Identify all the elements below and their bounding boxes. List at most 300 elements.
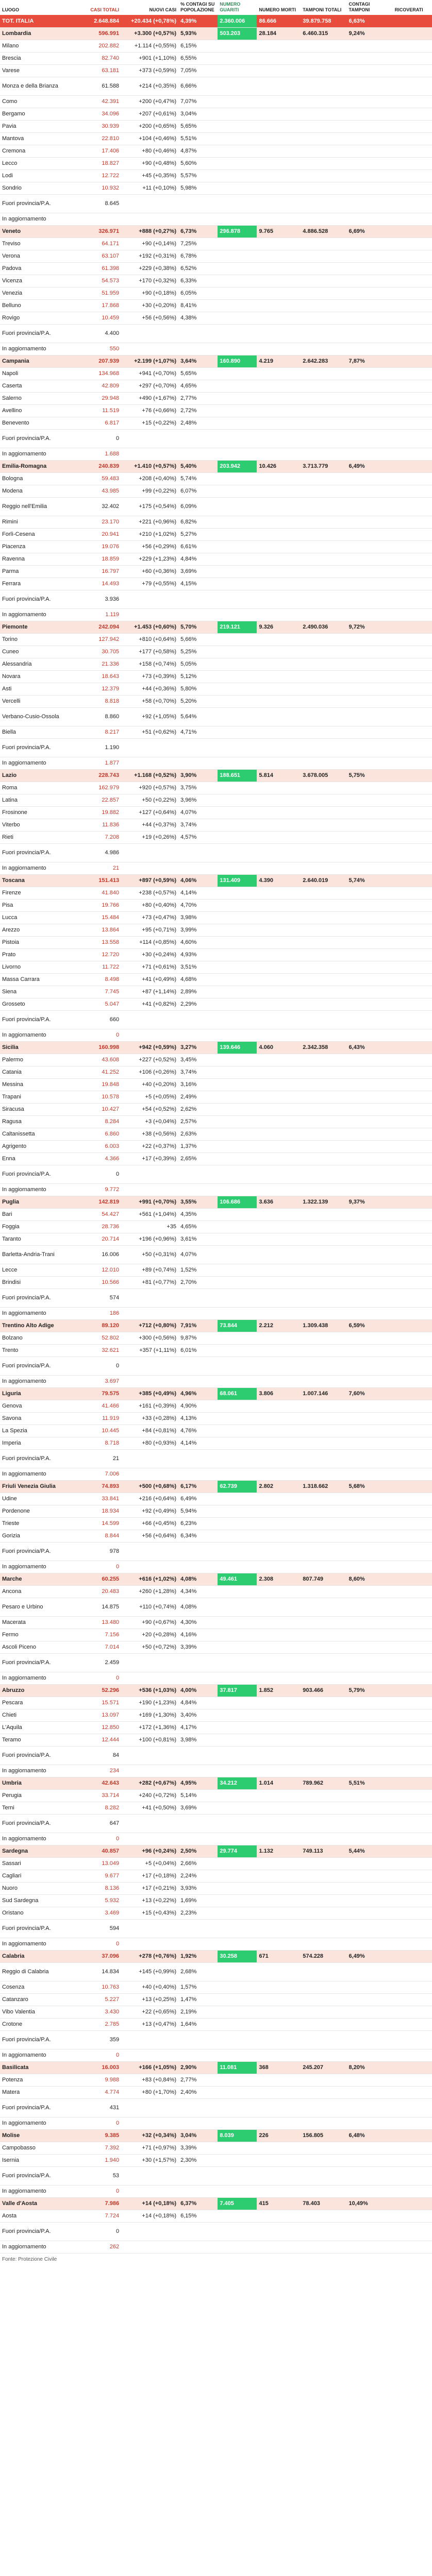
- cell-3: 7,05%: [178, 64, 218, 77]
- table-row: [0, 1412, 432, 1425]
- cell-0: Savona: [0, 1412, 71, 1425]
- cell-6: [301, 429, 346, 448]
- col-contagi-popolazione[interactable]: % CONTAGI SU POPOLAZIONE: [180, 2, 215, 12]
- table-row: [0, 707, 432, 726]
- cell-7: [347, 924, 393, 936]
- cell-5: [257, 312, 301, 324]
- table-row: [0, 2210, 432, 2222]
- cell-4: [218, 782, 257, 794]
- cell-5: [257, 448, 301, 460]
- table-row: [0, 1517, 432, 1530]
- cell-4: [218, 2142, 257, 2154]
- cell-0: Livorno: [0, 961, 71, 973]
- cell-8: [393, 1882, 432, 1894]
- cell-7: [347, 262, 393, 275]
- cell-2: +80 (+0,93%): [121, 1437, 178, 1449]
- cell-3: 6,73%: [178, 225, 218, 238]
- cell-5: [257, 738, 301, 757]
- cell-0: Reggio di Calabria: [0, 1962, 71, 1981]
- cell-4: [218, 819, 257, 831]
- cell-4: 296.878: [218, 225, 257, 238]
- region-row: [0, 1845, 432, 1857]
- cell-1: 5.047: [71, 998, 121, 1010]
- cell-2: +22 (+0,37%): [121, 1140, 178, 1153]
- cell-8: [393, 1449, 432, 1468]
- col-contagi-tamponi[interactable]: CONTAGI TAMPONI: [348, 2, 370, 12]
- cell-2: +172 (+1,36%): [121, 1721, 178, 1734]
- cell-8: [393, 726, 432, 738]
- cell-3: [178, 2098, 218, 2117]
- cell-7: 6,63%: [347, 15, 393, 27]
- col-morti[interactable]: NUMERO MORTI: [259, 7, 296, 12]
- cell-8: [393, 2197, 432, 2210]
- table-row: [0, 1542, 432, 1561]
- cell-7: [347, 2006, 393, 2018]
- cell-0: Sassari: [0, 1857, 71, 1870]
- cell-6: [301, 380, 346, 392]
- col-ricoverati[interactable]: RICOVERATI: [394, 7, 423, 12]
- cell-7: [347, 757, 393, 769]
- cell-0: Fuori provincia/P.A.: [0, 2166, 71, 2185]
- cell-1: 207.939: [71, 355, 121, 367]
- cell-5: [257, 1400, 301, 1412]
- cell-7: 9,24%: [347, 27, 393, 40]
- table-row: [0, 1449, 432, 1468]
- cell-0: Fuori provincia/P.A.: [0, 843, 71, 862]
- cell-3: 1,37%: [178, 1140, 218, 1153]
- cell-5: [257, 1307, 301, 1319]
- cell-7: [347, 578, 393, 590]
- cell-3: 4,76%: [178, 1425, 218, 1437]
- cell-8: [393, 1208, 432, 1221]
- header-row: [0, 0, 432, 15]
- cell-0: Viterbo: [0, 819, 71, 831]
- cell-2: [121, 1375, 178, 1387]
- cell-1: 186: [71, 1307, 121, 1319]
- cell-2: +51 (+0,62%): [121, 726, 178, 738]
- cell-7: [347, 1412, 393, 1425]
- cell-0: Fuori provincia/P.A.: [0, 1357, 71, 1375]
- cell-5: [257, 1221, 301, 1233]
- cell-8: [393, 194, 432, 213]
- cell-6: [301, 1598, 346, 1616]
- cell-4: 34.212: [218, 1777, 257, 1789]
- cell-2: +41 (+0,82%): [121, 998, 178, 1010]
- cell-4: [218, 924, 257, 936]
- table-row: [0, 120, 432, 132]
- cell-4: 160.890: [218, 355, 257, 367]
- table-row: [0, 2018, 432, 2030]
- cell-8: [393, 1233, 432, 1245]
- cell-4: 139.646: [218, 1041, 257, 1054]
- cell-0: Fuori provincia/P.A.: [0, 2098, 71, 2117]
- cell-1: 19.766: [71, 899, 121, 911]
- cell-8: [393, 1115, 432, 1128]
- cell-0: Lombardia: [0, 27, 71, 40]
- cell-6: 749.113: [301, 1845, 346, 1857]
- cell-6: 2.342.358: [301, 1041, 346, 1054]
- cell-1: 10.459: [71, 312, 121, 324]
- cell-0: Campania: [0, 355, 71, 367]
- cell-0: In aggiornamento: [0, 448, 71, 460]
- cell-5: [257, 2185, 301, 2197]
- cell-8: [393, 670, 432, 683]
- cell-8: [393, 862, 432, 874]
- cell-6: 1.322.139: [301, 1196, 346, 1208]
- cell-2: [121, 2030, 178, 2049]
- cell-5: [257, 324, 301, 343]
- cell-2: +3.300 (+0,57%): [121, 27, 178, 40]
- table-row: [0, 887, 432, 899]
- cell-7: [347, 120, 393, 132]
- cell-4: [218, 1981, 257, 1993]
- cell-3: 7,07%: [178, 95, 218, 108]
- cell-6: [301, 108, 346, 120]
- cell-5: [257, 608, 301, 621]
- cell-4: [218, 2098, 257, 2117]
- cell-2: +210 (+1,02%): [121, 528, 178, 540]
- cell-0: Catania: [0, 1066, 71, 1078]
- cell-3: 4,84%: [178, 1697, 218, 1709]
- cell-8: [393, 250, 432, 262]
- cell-4: [218, 1289, 257, 1307]
- cell-2: +90 (+0,48%): [121, 157, 178, 170]
- cell-8: [393, 1307, 432, 1319]
- table-row: [0, 1332, 432, 1344]
- cell-2: +84 (+0,81%): [121, 1425, 178, 1437]
- cell-7: [347, 1425, 393, 1437]
- cell-1: [71, 213, 121, 225]
- cell-8: [393, 213, 432, 225]
- cell-8: [393, 831, 432, 843]
- cell-3: 4,71%: [178, 726, 218, 738]
- cell-5: [257, 145, 301, 157]
- cell-7: [347, 948, 393, 961]
- cell-4: [218, 1598, 257, 1616]
- cell-2: +50 (+0,22%): [121, 794, 178, 806]
- table-row: [0, 1938, 432, 1950]
- cell-0: Imperia: [0, 1437, 71, 1449]
- cell-0: In aggiornamento: [0, 2049, 71, 2061]
- cell-0: Puglia: [0, 1196, 71, 1208]
- cell-7: [347, 973, 393, 986]
- cell-8: [393, 646, 432, 658]
- cell-7: [347, 275, 393, 287]
- cell-1: 19.848: [71, 1078, 121, 1091]
- cell-4: [218, 2030, 257, 2049]
- cell-4: [218, 1882, 257, 1894]
- table-row: [0, 1870, 432, 1882]
- cell-3: [178, 213, 218, 225]
- cell-4: [218, 1894, 257, 1907]
- cell-3: 6,49%: [178, 1493, 218, 1505]
- cell-3: 5,80%: [178, 683, 218, 695]
- cell-2: [121, 429, 178, 448]
- cell-3: 4,14%: [178, 887, 218, 899]
- cell-1: 1.940: [71, 2154, 121, 2166]
- table-row: [0, 170, 432, 182]
- cell-0: Cagliari: [0, 1870, 71, 1882]
- cell-7: [347, 565, 393, 578]
- cell-1: 13.049: [71, 1857, 121, 1870]
- cell-1: 10.763: [71, 1981, 121, 1993]
- cell-4: [218, 404, 257, 417]
- table-row: [0, 1857, 432, 1870]
- cell-8: [393, 1245, 432, 1264]
- cell-6: [301, 887, 346, 899]
- table-row: [0, 472, 432, 485]
- cell-5: [257, 528, 301, 540]
- cell-1: 42.643: [71, 1777, 121, 1789]
- cell-2: +207 (+0,61%): [121, 108, 178, 120]
- cell-7: [347, 1653, 393, 1672]
- col-tamponi[interactable]: TAMPONI TOTALI: [303, 7, 342, 12]
- cell-8: [393, 1505, 432, 1517]
- cell-7: [347, 986, 393, 998]
- cell-5: [257, 1468, 301, 1480]
- cell-3: 5,57%: [178, 170, 218, 182]
- cell-4: [218, 1357, 257, 1375]
- cell-5: [257, 1332, 301, 1344]
- cell-4: 68.061: [218, 1387, 257, 1400]
- cell-4: 73.844: [218, 1319, 257, 1332]
- cell-3: 2,89%: [178, 986, 218, 998]
- cell-4: [218, 590, 257, 608]
- cell-2: +941 (+0,70%): [121, 367, 178, 380]
- cell-4: 2.360.006: [218, 15, 257, 27]
- cell-3: 2,49%: [178, 1091, 218, 1103]
- cell-1: 262: [71, 2241, 121, 2253]
- cell-5: [257, 1103, 301, 1115]
- cell-4: [218, 1870, 257, 1882]
- cell-3: 5,14%: [178, 1789, 218, 1802]
- cell-8: [393, 27, 432, 40]
- cell-8: [393, 77, 432, 95]
- cell-5: [257, 1697, 301, 1709]
- cell-1: 15.571: [71, 1697, 121, 1709]
- cell-0: Biella: [0, 726, 71, 738]
- table-row: [0, 998, 432, 1010]
- cell-7: [347, 1814, 393, 1833]
- cell-4: [218, 429, 257, 448]
- cell-0: Caltanissetta: [0, 1128, 71, 1140]
- cell-8: [393, 1938, 432, 1950]
- table-row: [0, 1919, 432, 1938]
- col-luogo[interactable]: LUOGO: [2, 7, 19, 12]
- cell-1: 13.097: [71, 1709, 121, 1721]
- cell-7: [347, 1505, 393, 1517]
- table-row: [0, 590, 432, 608]
- cell-7: [347, 1437, 393, 1449]
- cell-0: Brindisi: [0, 1276, 71, 1289]
- cell-2: +192 (+0,31%): [121, 250, 178, 262]
- cell-5: [257, 2117, 301, 2129]
- table-row: [0, 1010, 432, 1029]
- cell-8: [393, 1894, 432, 1907]
- cell-8: [393, 1721, 432, 1734]
- cell-2: +100 (+0,81%): [121, 1734, 178, 1746]
- cell-1: 3.430: [71, 2006, 121, 2018]
- cell-2: +490 (+1,67%): [121, 392, 178, 404]
- region-row: [0, 1480, 432, 1493]
- region-row: [0, 355, 432, 367]
- cell-5: [257, 695, 301, 707]
- cell-5: [257, 1962, 301, 1981]
- cell-2: [121, 1449, 178, 1468]
- cell-3: [178, 1542, 218, 1561]
- table-row: [0, 553, 432, 565]
- cell-3: 8,41%: [178, 299, 218, 312]
- cell-8: [393, 15, 432, 27]
- cell-0: Pistoia: [0, 936, 71, 948]
- cell-1: 550: [71, 343, 121, 355]
- table-row: [0, 1585, 432, 1598]
- cell-4: [218, 1245, 257, 1264]
- cell-7: [347, 1598, 393, 1616]
- cell-0: Torino: [0, 633, 71, 646]
- col-guariti[interactable]: NUMERO GUARITI: [220, 2, 241, 12]
- cell-5: [257, 633, 301, 646]
- cell-0: Trento: [0, 1344, 71, 1357]
- cell-0: Foggia: [0, 1221, 71, 1233]
- cell-4: [218, 108, 257, 120]
- cell-3: [178, 862, 218, 874]
- cell-6: [301, 553, 346, 565]
- cell-0: Campobasso: [0, 2142, 71, 2154]
- table-row: [0, 1653, 432, 1672]
- cell-8: [393, 1480, 432, 1493]
- cell-5: 2.308: [257, 1573, 301, 1585]
- cell-5: 1.852: [257, 1684, 301, 1697]
- cell-3: 4,17%: [178, 1721, 218, 1734]
- cell-5: [257, 392, 301, 404]
- col-nuovi-casi[interactable]: NUOVI CASI: [149, 7, 177, 12]
- cell-3: 2,24%: [178, 1870, 218, 1882]
- cell-0: In aggiornamento: [0, 1375, 71, 1387]
- cell-2: +50 (+0,72%): [121, 1641, 178, 1653]
- cell-0: Sud Sardegna: [0, 1894, 71, 1907]
- cell-3: 2,77%: [178, 392, 218, 404]
- cell-7: [347, 528, 393, 540]
- cell-0: Lodi: [0, 170, 71, 182]
- cell-1: 160.998: [71, 1041, 121, 1054]
- cell-1: 431: [71, 2098, 121, 2117]
- table-row: [0, 2049, 432, 2061]
- cell-4: [218, 417, 257, 429]
- cell-3: 4,15%: [178, 578, 218, 590]
- cell-1: 42.391: [71, 95, 121, 108]
- cell-1: 1.877: [71, 757, 121, 769]
- table-row: [0, 497, 432, 516]
- cell-0: Vibo Valentia: [0, 2006, 71, 2018]
- cell-0: Terni: [0, 1802, 71, 1814]
- table-row: [0, 2241, 432, 2253]
- cell-5: [257, 1746, 301, 1765]
- cell-4: [218, 1530, 257, 1542]
- cell-2: +145 (+0,99%): [121, 1962, 178, 1981]
- region-row: [0, 1684, 432, 1697]
- cell-4: [218, 887, 257, 899]
- cell-4: [218, 670, 257, 683]
- cell-0: Vercelli: [0, 695, 71, 707]
- cell-5: [257, 1165, 301, 1183]
- table-row: [0, 528, 432, 540]
- cell-3: 4,14%: [178, 1437, 218, 1449]
- cell-0: Cremona: [0, 145, 71, 157]
- col-casi-totali[interactable]: CASI TOTALI: [90, 7, 120, 12]
- cell-8: [393, 1183, 432, 1196]
- cell-0: Salerno: [0, 392, 71, 404]
- cell-3: [178, 429, 218, 448]
- cell-0: Veneto: [0, 225, 71, 238]
- region-row: [0, 2197, 432, 2210]
- cell-4: [218, 182, 257, 194]
- cell-1: 596.991: [71, 27, 121, 40]
- table-row: [0, 1894, 432, 1907]
- cell-8: [393, 1789, 432, 1802]
- cell-5: 226: [257, 2129, 301, 2142]
- cell-1: 42.809: [71, 380, 121, 392]
- cell-1: 7.006: [71, 1468, 121, 1480]
- cell-7: [347, 2166, 393, 2185]
- cell-1: 18.859: [71, 553, 121, 565]
- cell-0: Sondrio: [0, 182, 71, 194]
- cell-2: +92 (+1,05%): [121, 707, 178, 726]
- cell-7: [347, 1332, 393, 1344]
- cell-4: [218, 806, 257, 819]
- cell-6: [301, 2086, 346, 2098]
- cell-6: [301, 1505, 346, 1517]
- cell-3: 3,96%: [178, 794, 218, 806]
- cell-0: Rimini: [0, 516, 71, 528]
- cell-7: [347, 2142, 393, 2154]
- cell-1: 8.284: [71, 1115, 121, 1128]
- table-row: [0, 948, 432, 961]
- cell-0: Umbria: [0, 1777, 71, 1789]
- cell-5: [257, 287, 301, 299]
- cell-2: [121, 1010, 178, 1029]
- cell-3: 4,06%: [178, 874, 218, 887]
- cell-2: [121, 1938, 178, 1950]
- cell-6: [301, 367, 346, 380]
- cell-2: +30 (+0,20%): [121, 299, 178, 312]
- cell-1: 7.156: [71, 1629, 121, 1641]
- cell-7: [347, 1276, 393, 1289]
- cell-3: 3,99%: [178, 924, 218, 936]
- cell-0: Bolzano: [0, 1332, 71, 1344]
- table-row: [0, 1276, 432, 1289]
- table-row: [0, 1616, 432, 1629]
- cell-5: [257, 1833, 301, 1845]
- cell-5: [257, 343, 301, 355]
- cell-2: +56 (+0,56%): [121, 312, 178, 324]
- cell-0: Ferrara: [0, 578, 71, 590]
- cell-7: [347, 540, 393, 553]
- table-row: [0, 961, 432, 973]
- cell-8: [393, 1857, 432, 1870]
- table-row: [0, 1468, 432, 1480]
- cell-2: [121, 1357, 178, 1375]
- cell-0: In aggiornamento: [0, 1765, 71, 1777]
- cell-8: [393, 40, 432, 52]
- cell-8: [393, 2210, 432, 2222]
- table-row: [0, 695, 432, 707]
- cell-2: +297 (+0,70%): [121, 380, 178, 392]
- cell-1: 16.006: [71, 1245, 121, 1264]
- cell-4: [218, 911, 257, 924]
- cell-8: [393, 899, 432, 911]
- cell-1: 52.296: [71, 1684, 121, 1697]
